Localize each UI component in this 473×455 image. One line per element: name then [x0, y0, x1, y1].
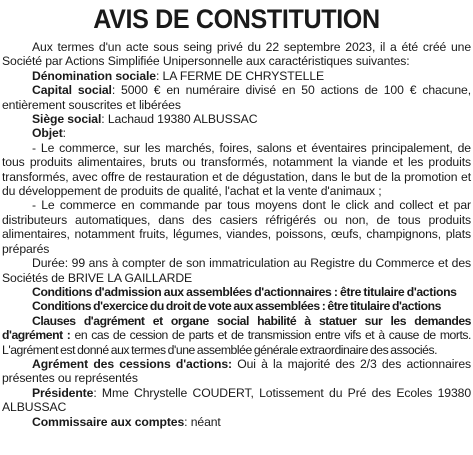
- clauses-label: Clauses d'agrément et organe social habilité à statuer sur les demandes d'agrément :: [2, 313, 471, 343]
- objet-label: Objet: [32, 126, 63, 141]
- presidente-label: Présidente: [32, 385, 94, 400]
- capital-value: : 5000 € en numéraire divisé en 50 actions de 100 € chacune, entièrement souscrites et libérées: [2, 83, 471, 112]
- agrement-label: Agrément des cessions d'actions:: [32, 356, 232, 371]
- notice-body: [2, 40, 471, 429]
- siege-line: [2, 112, 471, 126]
- objet-item-1: - Le commerce, sur les marchés, foires, salons et éventaires principalement, de tous produits alimentaires, bruts ou transformés, notamment la viande et les produits transformés, avec offre de restauration et de dégustation, dans le but de la promotion et du développement de produits de qualité, l'achat et la vente d'animaux ;: [2, 140, 471, 199]
- agrement-paragraph: [2, 357, 471, 386]
- notice-title: AVIS DE CONSTITUTION: [93, 4, 380, 34]
- siege-value: : Lachaud 19380 ALBUSSAC: [101, 112, 258, 127]
- conditions-vote: Conditions d'exercice du droit de vote aux assemblées : être titulaire d'actions: [32, 299, 441, 314]
- presidente-paragraph: [2, 386, 471, 415]
- denomination-line: [2, 69, 471, 83]
- siege-label: Siège social: [32, 112, 102, 127]
- denomination-value: : LA FERME DE CHRYSTELLE: [155, 68, 325, 83]
- clauses-value: en cas de cession de parts et de transmission entre vifs et à cause de morts. L'agrément est donné aux termes d'une assemblée générale extraordinaire des associés.: [2, 328, 471, 357]
- clauses-paragraph: [2, 314, 471, 357]
- presidente-value: : Mme Chrystelle COUDERT, Lotissement du Pré des Ecoles 19380 ALBUSSAC: [2, 385, 471, 415]
- commissaire-label: Commissaire aux comptes: [32, 414, 185, 429]
- commissaire-paragraph: [2, 415, 471, 429]
- duree-paragraph: Durée: 99 ans à compter de son immatriculation au Registre du Commerce et des Sociétés de BRIVE LA GAILLARDE: [2, 256, 471, 285]
- conditions-admission: Conditions d'admission aux assemblées d'actionnaires : être titulaire d'actions: [32, 284, 457, 299]
- intro-paragraph: Aux termes d'un acte sous seing privé du 22 septembre 2023, il a été créé une Société par Actions Simplifiée Unipersonnelle aux caractéristiques suivantes:: [2, 40, 471, 69]
- capital-label: Capital social: [32, 83, 112, 98]
- objet-suffix: :: [62, 126, 66, 141]
- denomination-label: Dénomination sociale: [32, 68, 156, 83]
- objet-item-2: - Le commerce en commande par tous moyens dont le click and collect et par distributeurs automatiques, dans des casiers réfrigérés ou non, de tous produits alimentaires, notamment fruits, légumes, viandes, poissons, œufs, champignons, plats préparés: [2, 198, 471, 256]
- objet-heading: [2, 126, 471, 140]
- commissaire-value: : néant: [184, 414, 221, 429]
- capital-line: [2, 83, 471, 112]
- agrement-value: Oui à la majorité des 2/3 des actionnaires présentes ou représentés: [2, 356, 471, 386]
